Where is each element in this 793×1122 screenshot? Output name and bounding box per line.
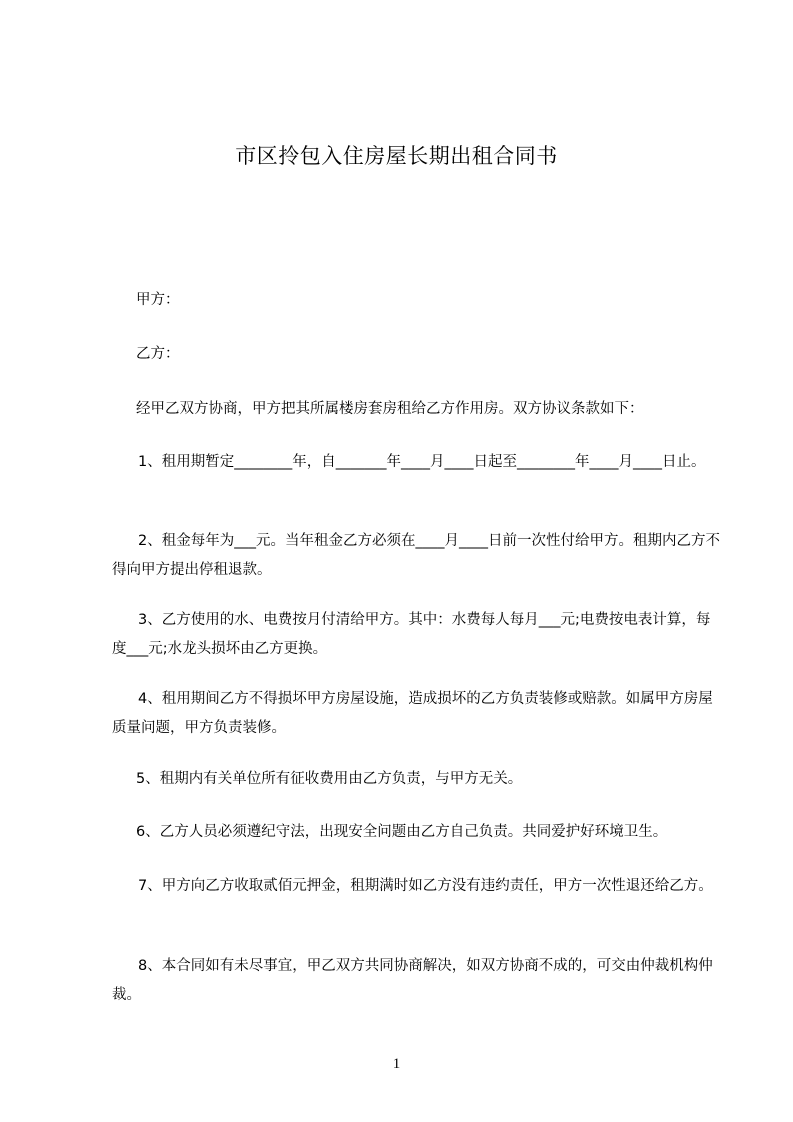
clause-6: 6、乙方人员必须遵纪守法，出现安全问题由乙方自己负责。共同爱护好环境卫生。 xyxy=(136,824,668,840)
party-b-line: 乙方： xyxy=(136,346,180,362)
intro-paragraph: 经甲乙双方协商，甲方把其所属楼房套房租给乙方作用房。双方协议条款如下： xyxy=(136,401,644,417)
page-number: 1 xyxy=(392,1056,401,1072)
party-a-line: 甲方： xyxy=(136,292,180,308)
clause-4: 4、租用期间乙方不得损坏甲方房屋设施，造成损坏的乙方负责装修或赔款。如属甲方房屋质量问题，甲方负责装修。 xyxy=(112,691,713,736)
clause-2: 2、租金每年为___元。当年租金乙方必须在____月____日前一次性付给甲方。租期内乙方不得向甲方提出停租退款。 xyxy=(112,533,720,578)
clause-1: 1、租用期暂定________年，自_______年____月____日起至________年____月____日止。 xyxy=(138,454,706,470)
document-title: 市区拎包入住房屋长期出租合同书 xyxy=(235,144,558,168)
clause-8: 8、本合同如有未尽事宜，甲乙双方共同协商解决，如双方协商不成的，可交由仲裁机构仲裁。 xyxy=(112,958,713,1003)
clause-7: 7、甲方向乙方收取贰佰元押金，租期满时如乙方没有违约责任，甲方一次性退还给乙方。 xyxy=(138,878,713,894)
clause-5: 5、租期内有关单位所有征收费用由乙方负责，与甲方无关。 xyxy=(136,771,523,787)
clause-3: 3、乙方使用的水、电费按月付清给甲方。其中：水费每人每月___元;电费按电表计算，每度___元;水龙头损坏由乙方更换。 xyxy=(112,612,711,657)
